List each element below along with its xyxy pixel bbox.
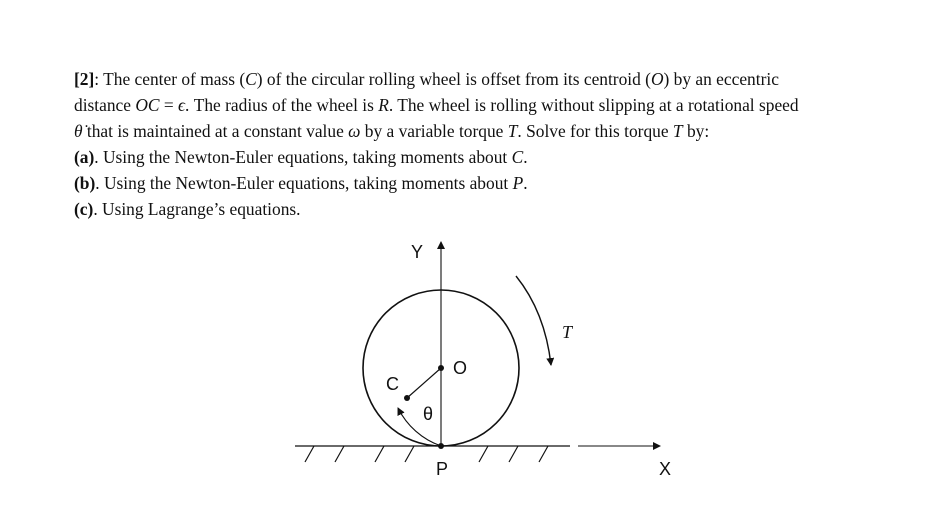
part-c (74, 196, 904, 222)
text-segment: . The radius of the wheel is (185, 95, 379, 115)
problem-line-1 (74, 66, 904, 92)
math-symbol-t: T (672, 121, 683, 141)
colon: : (94, 69, 100, 89)
mass-center-point (404, 395, 410, 401)
text-segment: by a variable torque (360, 121, 508, 141)
contact-label: P (436, 459, 449, 479)
centroid-label: O (453, 358, 468, 378)
part-text-end: . (523, 147, 528, 167)
problem-statement (74, 66, 904, 222)
part-text: . Using the Newton-Euler equations, taking moments about (95, 173, 513, 193)
contact-point (438, 443, 444, 449)
problem-line-2 (74, 92, 904, 118)
text-segment: The center of mass ( (99, 69, 246, 89)
x-axis-label: X (659, 459, 672, 479)
text-segment: . The wheel is rolling without slipping at a rotational speed (388, 95, 799, 115)
math-symbol-theta-dot: θ̇ (74, 121, 83, 141)
part-label: (b) (74, 173, 96, 193)
math-symbol-epsilon: ϵ (178, 95, 186, 115)
text-segment: ) by an eccentric (663, 69, 779, 89)
ground-hatching (305, 446, 548, 462)
torque-label: T (562, 322, 573, 342)
math-symbol-c: C (245, 69, 257, 89)
part-label: (c) (74, 199, 94, 219)
math-symbol-t: T (507, 121, 518, 141)
eccentric-offset-line (407, 368, 441, 398)
text-segment: . Solve for this torque (517, 121, 673, 141)
text-segment: that is maintained at a constant value (82, 121, 349, 141)
math-symbol-oc: OC (135, 95, 160, 115)
math-symbol-p: P (512, 173, 524, 193)
part-b (74, 170, 904, 196)
part-a (74, 144, 904, 170)
text-segment: by: (682, 121, 710, 141)
math-equals: = (159, 95, 179, 115)
part-text: . Using the Newton-Euler equations, taking moments about (94, 147, 512, 167)
mass-center-label: C (386, 374, 399, 394)
part-text-end: . (523, 173, 528, 193)
math-symbol-omega: ω (348, 121, 361, 141)
problem-line-3 (74, 118, 904, 144)
part-label: (a) (74, 147, 95, 167)
rolling-wheel-diagram (280, 232, 700, 484)
theta-arc (398, 408, 441, 446)
text-segment: ) of the circular rolling wheel is offset from its centroid ( (256, 69, 651, 89)
math-symbol-c: C (511, 147, 524, 167)
math-symbol-o: O (650, 69, 664, 89)
text-segment: distance (74, 95, 136, 115)
problem-number: [2] (74, 69, 95, 89)
math-symbol-r: R (378, 95, 389, 115)
y-axis-label: Y (411, 242, 424, 262)
torque-arrow (516, 276, 551, 365)
theta-label: θ (423, 404, 434, 424)
part-text: . Using Lagrange’s equations. (93, 199, 301, 219)
